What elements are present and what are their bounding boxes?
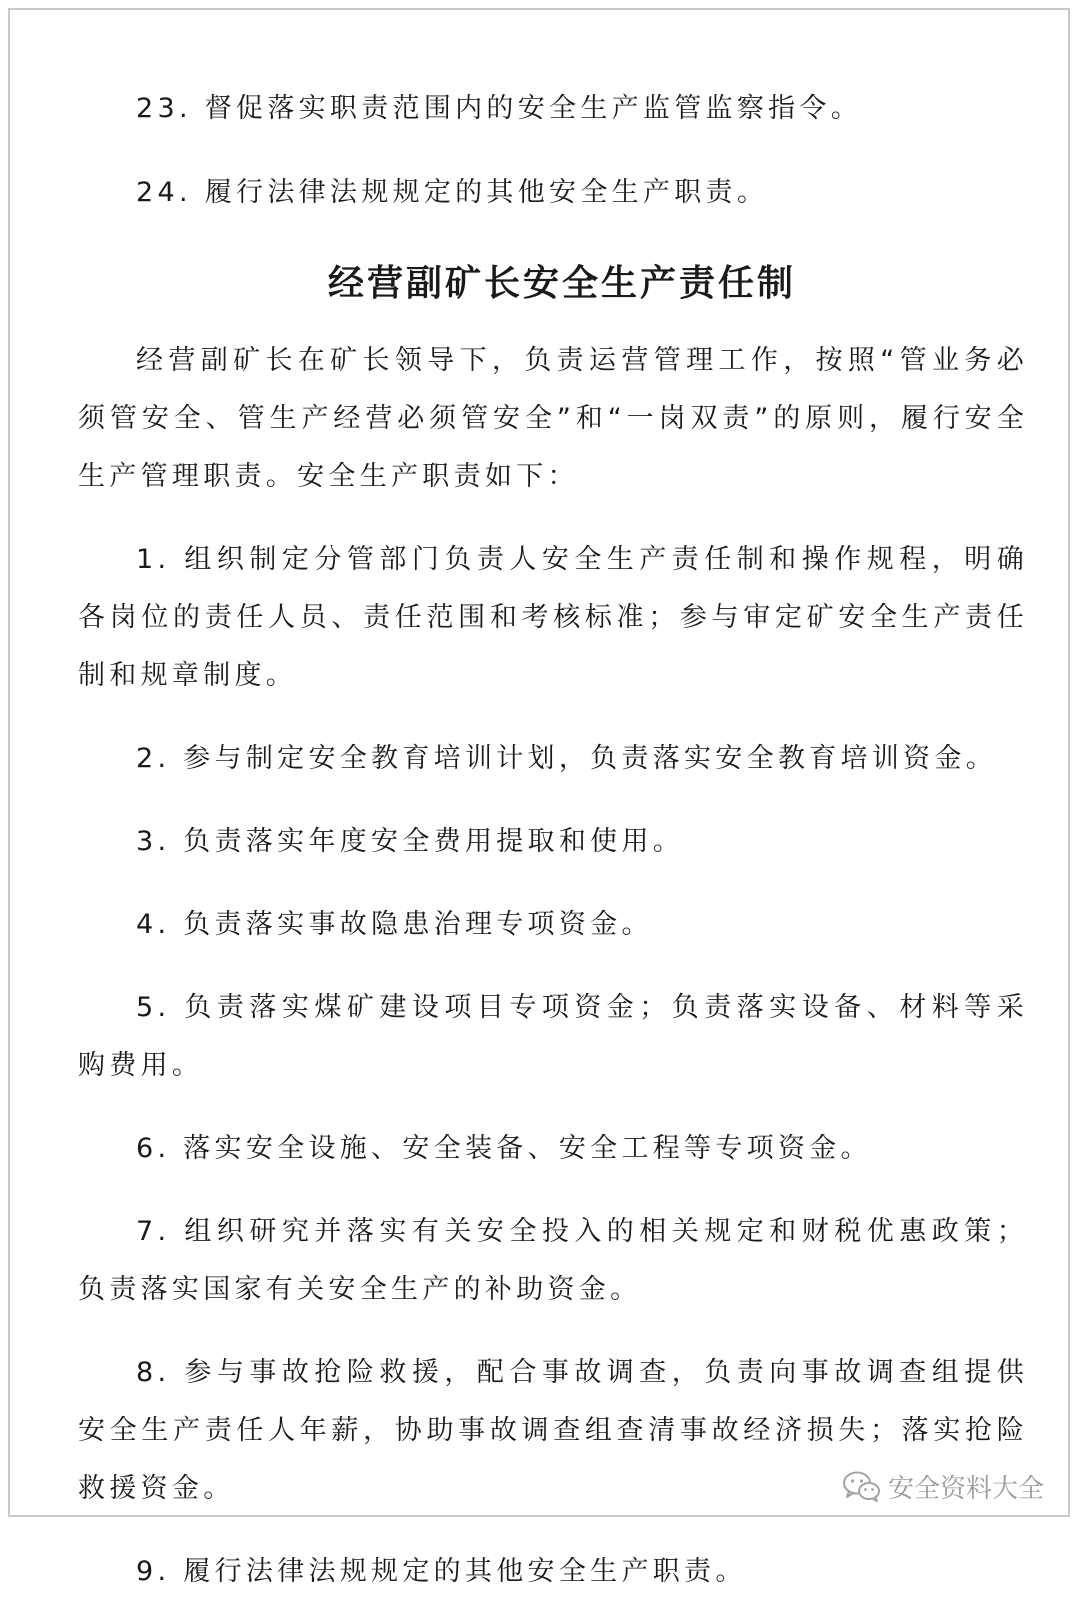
intro-paragraph: 经营副矿长在矿长领导下，负责运营管理工作，按照“管业务必须管安全、管生产经营必须管安全”和“一岗双责”的原则，履行安全生产管理职责。安全生产职责如下： [78,345,1028,492]
list-item-1: 1. 组织制定分管部门负责人安全生产责任制和操作规程，明确各岗位的责任人员、责任范围和考核标准；参与审定矿安全生产责任制和规章制度。 [78,544,1028,691]
document-page [8,8,1070,1587]
list-item-2: 2. 参与制定安全教育培训计划，负责落实安全教育培训资金。 [136,743,998,774]
top-item-24: 24. 履行法律法规规定的其他安全生产职责。 [136,177,769,208]
wechat-icon [842,1470,882,1504]
top-item-23: 23. 督促落实职责范围内的安全生产监管监察指令。 [136,93,863,124]
list-item-3: 3. 负责落实年度安全费用提取和使用。 [136,826,685,857]
list-item-9: 9. 履行法律法规规定的其他安全生产职责。 [136,1556,747,1587]
list-item-4: 4. 负责落实事故隐患治理专项资金。 [136,909,653,940]
section-title: 经营副矿长安全生产责任制 [327,263,796,304]
watermark-text: 安全资料大全 [887,1474,1044,1504]
document-content [78,80,1028,1601]
list-item-7: 7. 组织研究并落实有关安全投入的相关规定和财税优惠政策；负责落实国家有关安全生产的补助资金。 [78,1216,1028,1305]
list-item-5: 5. 负责落实煤矿建设项目专项资金；负责落实设备、材料等采购费用。 [78,992,1028,1081]
watermark [842,1468,1044,1505]
list-item-6: 6. 落实安全设施、安全装备、安全工程等专项资金。 [136,1133,872,1164]
list-item-8: 8. 参与事故抢险救援，配合事故调查，负责向事故调查组提供安全生产责任人年薪，协助事故调查组查清事故经济损失；落实抢险救援资金。 [78,1357,1028,1504]
